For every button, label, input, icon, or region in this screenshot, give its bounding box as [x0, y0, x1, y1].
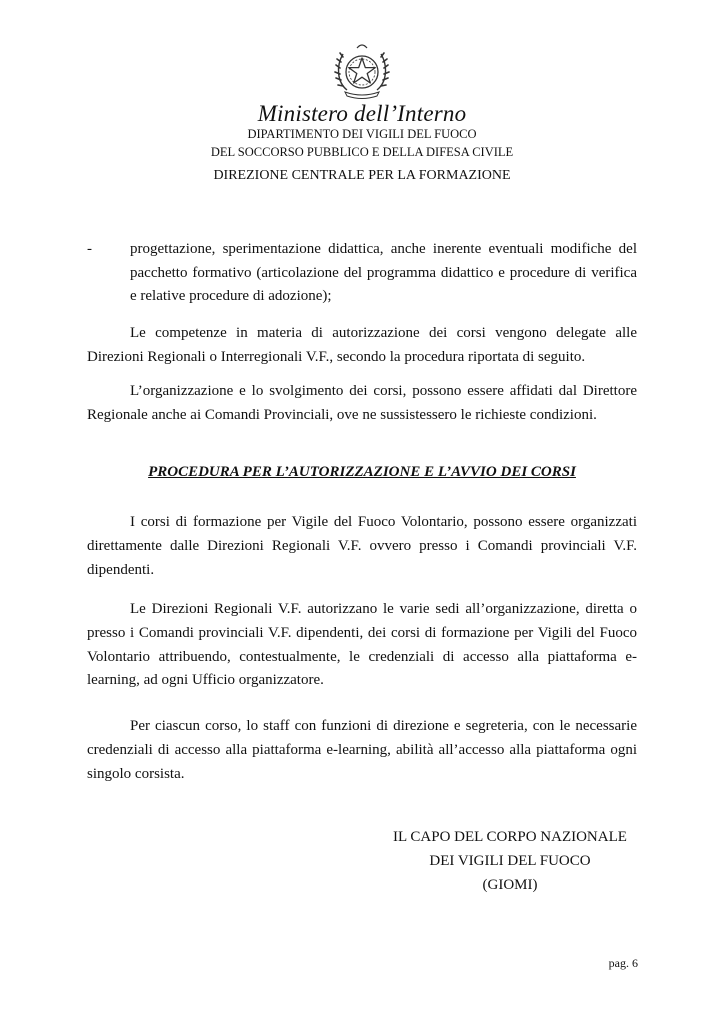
paragraph-corsi-formazione: I corsi di formazione per Vigile del Fuoco Volontario, possono essere organizzati direttamente dalle Direzioni Regionali V.F. ovvero presso i Comandi provinciali V.F. dipendenti.: [87, 514, 637, 578]
paragraph-organizzazione: L’organizzazione e lo svolgimento dei corsi, possono essere affidati dal Direttore Regionale anche ai Comandi Provinciali, ove ne sussistessero le richieste condizioni.: [87, 383, 637, 423]
department-line-1: DIPARTIMENTO DEI VIGILI DEL FUOCO: [247, 127, 477, 141]
bullet-item: progettazione, sperimentazione didattica, anche inerente eventuali modifiche del pacchetto formativo (articolazione del programma didattico e procedure di verifica e relative procedure di adozione);: [130, 241, 637, 305]
bullet-marker: -: [87, 241, 92, 257]
signature-block: [365, 825, 655, 897]
italian-republic-emblem-icon: [333, 40, 391, 100]
direction-title: DIREZIONE CENTRALE PER LA FORMAZIONE: [213, 168, 511, 183]
paragraph-staff: Per ciascun corso, lo staff con funzioni di direzione e segreteria, con le necessarie credenziali di accesso alla piattaforma e-learning, abilità all’accesso alla piattaforma ogni singolo corsista.: [87, 718, 637, 782]
signature-name: (GIOMI): [482, 877, 538, 893]
page-number: pag. 6: [608, 956, 638, 970]
signature-line-2: DEI VIGILI DEL FUOCO: [429, 853, 591, 869]
department-line-2: DEL SOCCORSO PUBBLICO E DELLA DIFESA CIVILE: [210, 145, 514, 159]
paragraph-direzioni-regionali: Le Direzioni Regionali V.F. autorizzano le varie sedi all’organizzazione, diretta o presso i Comandi provinciali V.F. dipendenti, dei corsi di formazione per Vigili del Fuoco Volontario attribuendo, contestualmente, le credenziali di accesso alla piattaforma e-learning, ad ogni Ufficio organizzatore.: [87, 601, 637, 689]
signature-line-1: IL CAPO DEL CORPO NAZIONALE: [393, 829, 627, 845]
paragraph-competenze: Le competenze in materia di autorizzazione dei corsi vengono delegate alle Direzioni Regionali o Interregionali V.F., secondo la procedura riportata di seguito.: [87, 325, 637, 365]
section-heading: PROCEDURA PER L’AUTORIZZAZIONE E L’AVVIO DEI CORSI: [148, 464, 576, 480]
ministry-title: Ministero dell’Interno: [257, 101, 467, 126]
